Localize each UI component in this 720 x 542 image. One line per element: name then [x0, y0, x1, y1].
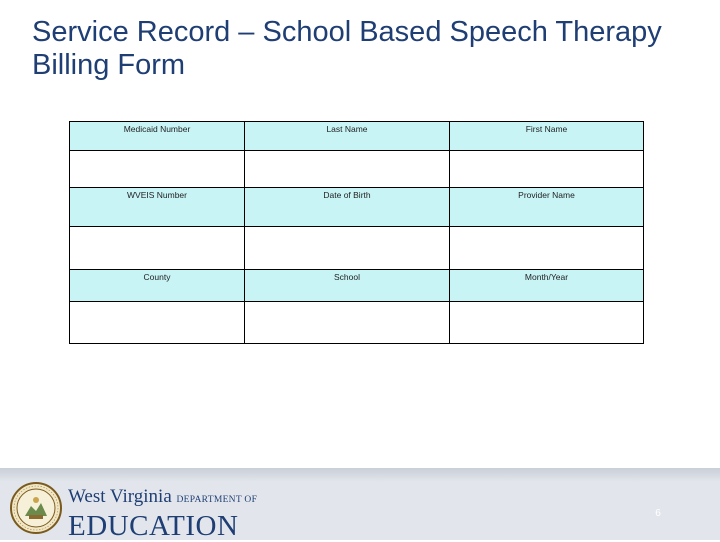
medicaid-number-label: Medicaid Number [70, 122, 245, 151]
school-field[interactable] [245, 302, 450, 344]
form-header-row [70, 122, 644, 151]
logo-dept-text: DEPARTMENT OF [176, 495, 258, 505]
last-name-field[interactable] [245, 151, 450, 188]
school-label: School [245, 270, 450, 302]
form-header-row [70, 188, 644, 227]
footer-divider [0, 468, 720, 482]
provider-name-label: Provider Name [450, 188, 644, 227]
form-entry-row [70, 302, 644, 344]
wveis-number-label: WVEIS Number [70, 188, 245, 227]
slide-title: Service Record – School Based Speech Therapy Billing Form [32, 16, 662, 81]
slide-number: 6 [655, 508, 661, 519]
logo-education-text: EDUCATION [68, 510, 239, 542]
state-seal-icon [10, 482, 62, 534]
date-of-birth-field[interactable] [245, 227, 450, 270]
logo-state-text: West Virginia [68, 486, 172, 507]
form-header-row [70, 270, 644, 302]
date-of-birth-label: Date of Birth [245, 188, 450, 227]
first-name-label: First Name [450, 122, 644, 151]
form-entry-row [70, 151, 644, 188]
provider-name-field[interactable] [450, 227, 644, 270]
form-entry-row [70, 227, 644, 270]
first-name-field[interactable] [450, 151, 644, 188]
last-name-label: Last Name [245, 122, 450, 151]
wveis-number-field[interactable] [70, 227, 245, 270]
medicaid-number-field[interactable] [70, 151, 245, 188]
county-label: County [70, 270, 245, 302]
logo-state-name [68, 487, 257, 510]
wvde-logo [68, 487, 257, 541]
county-field[interactable] [70, 302, 245, 344]
month-year-label: Month/Year [450, 270, 644, 302]
month-year-field[interactable] [450, 302, 644, 344]
billing-form-table [69, 121, 644, 344]
